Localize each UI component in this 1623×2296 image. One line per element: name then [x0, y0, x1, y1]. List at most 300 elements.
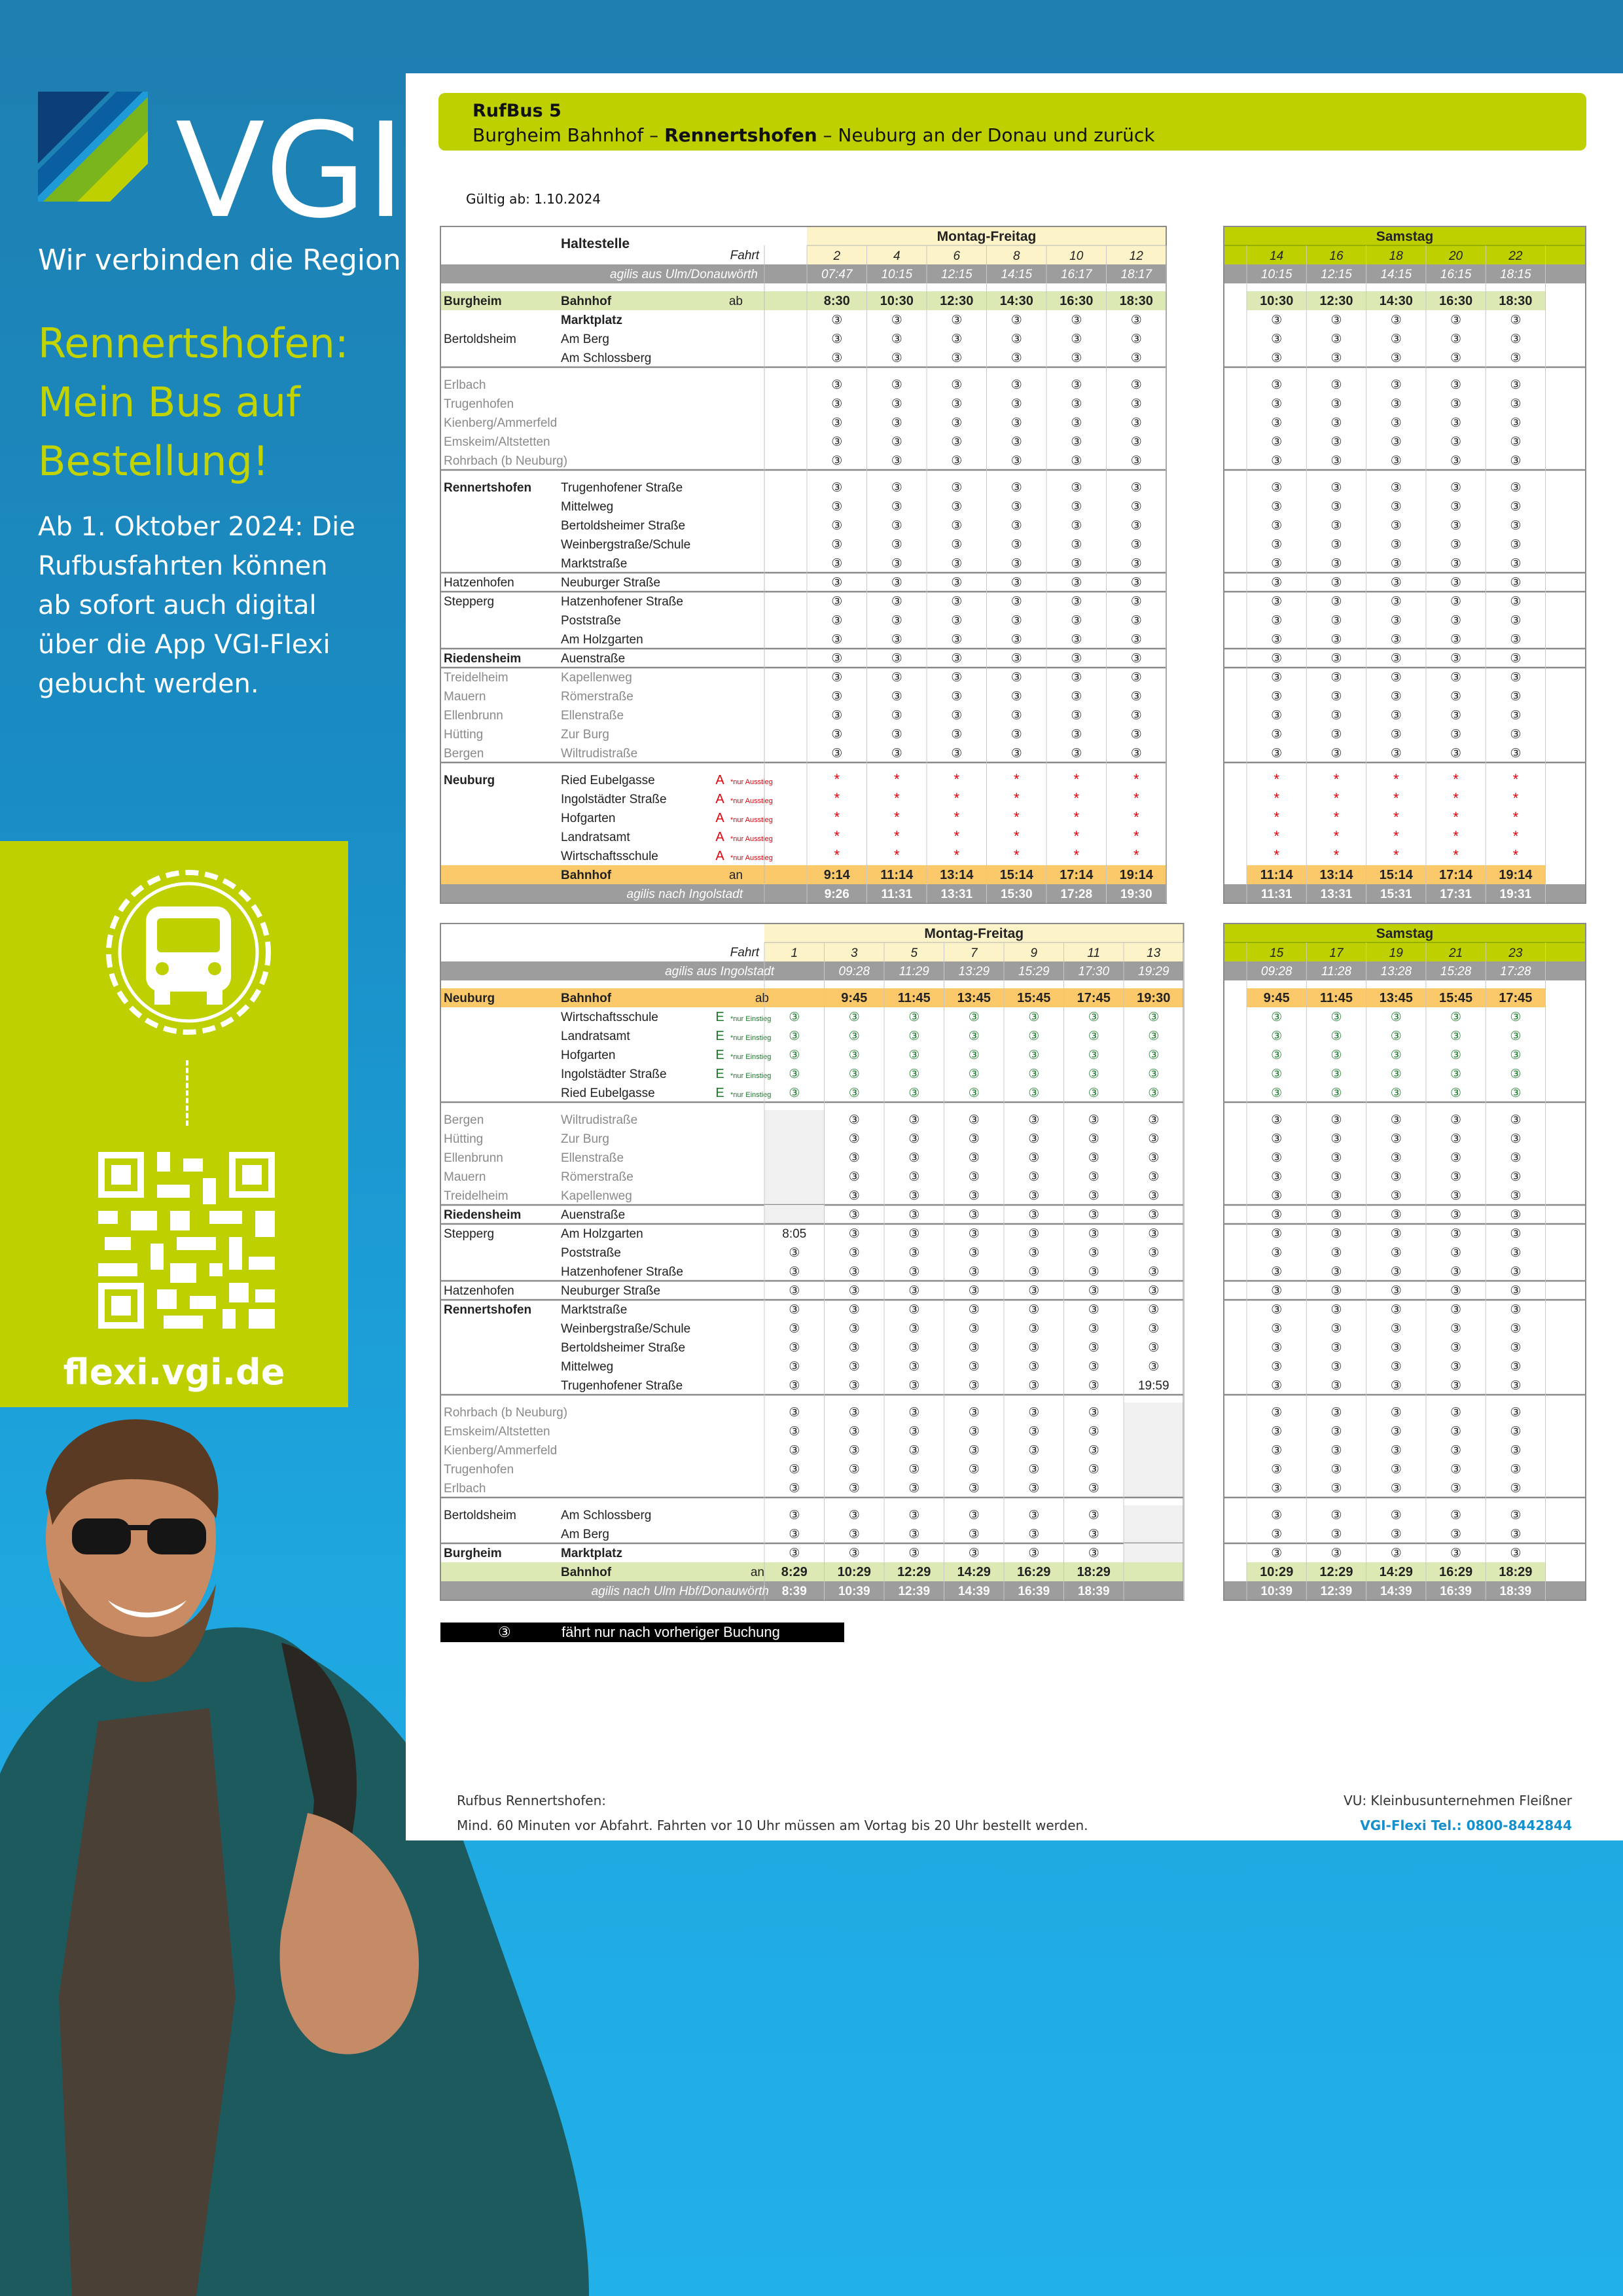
timetable-cell: ③ — [951, 416, 963, 430]
timetable-cell: ③ — [1390, 1406, 1402, 1420]
stop-flag: E — [715, 1048, 724, 1062]
stop-flag: A — [715, 849, 724, 863]
unused-cell — [764, 1167, 825, 1186]
timetable-cell: ③ — [1390, 481, 1402, 495]
departure-time: 18:30 — [1499, 294, 1533, 308]
timetable-cell: ③ — [1010, 481, 1022, 495]
timetable-cell: ③ — [1088, 1406, 1099, 1420]
timetable-cell: ③ — [1450, 1284, 1462, 1298]
stop-name: Poststraße — [561, 1246, 621, 1260]
timetable-cell: ③ — [908, 1086, 920, 1100]
timetable-cell: ③ — [1148, 1246, 1160, 1260]
timetable-cell: ③ — [1450, 500, 1462, 514]
timetable-cell: ③ — [1510, 1246, 1522, 1260]
timetable-cell: ③ — [1450, 1322, 1462, 1336]
timetable-cell: ③ — [1130, 709, 1142, 723]
timetable-cell: ③ — [1390, 1379, 1402, 1393]
timetable-cell: * — [954, 828, 960, 844]
timetable-cell: * — [1133, 790, 1139, 806]
timetable-cell: * — [1453, 790, 1459, 806]
timetable-cell: ③ — [1330, 1227, 1342, 1241]
timetable-cell: ③ — [1450, 1303, 1462, 1317]
stop-name: Ingolstädter Straße — [561, 1067, 667, 1081]
stop-column-header: Haltestelle — [561, 236, 630, 251]
timetable-cell: * — [1133, 828, 1139, 844]
timetable-cell: ③ — [908, 1030, 920, 1043]
timetable-cell: ③ — [848, 1284, 860, 1298]
stop-name: Wiltrudistraße — [561, 747, 638, 761]
timetable-cell: ③ — [1330, 1463, 1342, 1477]
timetable-cell: ③ — [848, 1030, 860, 1043]
timetable-cell: 8:05 — [782, 1227, 807, 1241]
timetable-cell: ③ — [789, 1406, 800, 1420]
timetable-cell: ③ — [1330, 538, 1342, 552]
mode-label: an — [728, 869, 743, 882]
timetable-cell: ③ — [848, 1067, 860, 1081]
timetable-cell: ③ — [1088, 1341, 1099, 1355]
timetable-cell: ③ — [789, 1049, 800, 1062]
timetable-cell: ③ — [831, 633, 843, 647]
timetable-cell: ③ — [1390, 1011, 1402, 1024]
timetable-cell: ③ — [1510, 595, 1522, 609]
timetable-cell: ③ — [1271, 652, 1283, 666]
place-name: Rennertshofen — [444, 1303, 532, 1317]
timetable-cell: ③ — [1510, 538, 1522, 552]
timetable-cell: ③ — [968, 1067, 980, 1081]
footer-operator: VU: Kleinbusunternehmen Fleißner — [1344, 1793, 1572, 1808]
timetable-cell: ③ — [908, 1011, 920, 1024]
timetable-cell: ③ — [1148, 1049, 1160, 1062]
timetable-cell: ③ — [891, 557, 902, 571]
arrival-time: 8:29 — [781, 1565, 808, 1579]
timetable-cell: ③ — [1130, 728, 1142, 742]
timetable-cell: ③ — [1330, 500, 1342, 514]
timetable-cell: ③ — [1450, 416, 1462, 430]
stop-name: Weinbergstraße/Schule — [561, 538, 691, 552]
timetable-cell: ③ — [789, 1425, 800, 1439]
timetable-cell: ③ — [891, 435, 902, 449]
timetable-cell: ③ — [789, 1482, 800, 1496]
timetable-cell: ③ — [968, 1322, 980, 1336]
unused-cell — [1124, 1422, 1184, 1441]
timetable-cell: ③ — [891, 351, 902, 365]
footer-phone[interactable]: VGI-Flexi Tel.: 0800-8442844 — [1360, 1818, 1572, 1833]
timetable-cell: ③ — [1028, 1509, 1040, 1522]
trip-number: 23 — [1508, 946, 1523, 960]
timetable-cell: ③ — [1071, 332, 1082, 346]
timetable-cell: ③ — [1130, 435, 1142, 449]
departure-time: 13:45 — [1379, 991, 1413, 1005]
timetable-cell: ③ — [789, 1341, 800, 1355]
timetable-cell: ③ — [1028, 1170, 1040, 1184]
timetable-cell: ③ — [1148, 1113, 1160, 1127]
timetable-cell: ③ — [1071, 314, 1082, 327]
timetable-cell: ③ — [1330, 454, 1342, 468]
stop-name: Am Berg — [561, 332, 609, 346]
train-time: 16:39 — [1440, 1585, 1472, 1598]
timetable-cell: ③ — [968, 1379, 980, 1393]
timetable-cell: ③ — [1330, 1425, 1342, 1439]
timetable-cell: ③ — [1390, 633, 1402, 647]
timetable-cell: ③ — [1271, 1113, 1283, 1127]
timetable-cell: ③ — [848, 1463, 860, 1477]
timetable-cell: ③ — [1088, 1509, 1099, 1522]
timetable-cell: ③ — [1130, 481, 1142, 495]
timetable-cell: ③ — [1271, 538, 1283, 552]
timetable-cell: * — [1333, 828, 1340, 844]
timetable-cell: ③ — [1330, 1113, 1342, 1127]
timetable-cell: ③ — [1271, 747, 1283, 761]
timetable-cell: ③ — [891, 576, 902, 590]
timetable-cell: ③ — [1010, 595, 1022, 609]
valid-from: Gültig ab: 1.10.2024 — [466, 191, 601, 207]
stop-name: Hatzenhofener Straße — [561, 1265, 683, 1279]
timetable-cell: ③ — [831, 378, 843, 392]
qr-code-icon[interactable] — [98, 1152, 275, 1329]
timetable-cell: ③ — [1071, 728, 1082, 742]
stop-name: Bahnhof — [561, 295, 612, 308]
timetable-cell: ③ — [1271, 1509, 1283, 1522]
timetable-cell: ③ — [1148, 1208, 1160, 1222]
timetable-cell: * — [954, 847, 960, 863]
timetable-cell: ③ — [1450, 671, 1462, 685]
timetable-cell: ③ — [1510, 747, 1522, 761]
timetable-cell: * — [1453, 828, 1459, 844]
timetable-cell: ③ — [1148, 1284, 1160, 1298]
timetable-cell: ③ — [968, 1246, 980, 1260]
departure-time: 17:45 — [1077, 991, 1111, 1005]
timetable-cell: ③ — [1130, 416, 1142, 430]
departure-time: 14:30 — [1379, 294, 1413, 308]
timetable-cell: ③ — [1390, 557, 1402, 571]
timetable-cell: ③ — [1450, 454, 1462, 468]
timetable-cell: ③ — [1010, 519, 1022, 533]
trip-number: 17 — [1329, 946, 1344, 960]
timetable-cell: ③ — [1271, 435, 1283, 449]
timetable-cell: ③ — [1330, 481, 1342, 495]
timetable-cell: ③ — [908, 1303, 920, 1317]
stop-name: Auenstraße — [561, 652, 626, 666]
stop-name: Römerstraße — [561, 1170, 633, 1184]
timetable-cell: ③ — [968, 1303, 980, 1317]
timetable-cell: ③ — [848, 1341, 860, 1355]
place-name: Rennertshofen — [444, 481, 532, 495]
trip-number: 2 — [833, 249, 841, 263]
trip-label: Fahrt — [730, 946, 759, 960]
timetable-cell: ③ — [1148, 1030, 1160, 1043]
timetable-cell: ③ — [848, 1360, 860, 1374]
stop-name: Marktplatz — [561, 314, 622, 327]
stop-flag-note: *nur Ausstieg — [730, 854, 773, 862]
timetable-cell: ③ — [1450, 690, 1462, 704]
train-time: 17:28 — [1060, 888, 1093, 901]
timetable-cell: ③ — [891, 416, 902, 430]
timetable-cell: ③ — [1450, 538, 1462, 552]
timetable-cell: ③ — [1088, 1482, 1099, 1496]
timetable-cell: ③ — [1510, 1425, 1522, 1439]
timetable-cell: ③ — [1510, 1303, 1522, 1317]
timetable-cell: ③ — [1330, 557, 1342, 571]
timetable-cell: ③ — [1330, 576, 1342, 590]
timetable-cell: * — [1512, 771, 1519, 787]
timetable-cell: ③ — [1450, 652, 1462, 666]
timetable-cell: * — [1393, 771, 1399, 787]
timetable-cell: ③ — [968, 1132, 980, 1146]
timetable-cell: * — [1274, 790, 1279, 806]
timetable-cell: ③ — [1088, 1208, 1099, 1222]
timetable-cell: ③ — [1330, 728, 1342, 742]
tagline: Wir verbinden die Region — [38, 243, 401, 277]
timetable-cell: ③ — [951, 671, 963, 685]
timetable-cell: ③ — [1271, 416, 1283, 430]
timetable-cell: ③ — [1271, 314, 1283, 327]
timetable-cell: ③ — [1450, 728, 1462, 742]
timetable-cell: ③ — [968, 1265, 980, 1279]
timetable-cell: ③ — [968, 1463, 980, 1477]
train-label: agilis nach Ulm Hbf/Donauwörth — [591, 1585, 769, 1598]
stop-name: Bahnhof — [561, 1566, 612, 1579]
train-label: agilis aus Ingolstadt — [665, 965, 774, 978]
timetable-cell: ③ — [968, 1030, 980, 1043]
timetable-cell: ③ — [1028, 1246, 1040, 1260]
place-name: Hütting — [444, 1132, 484, 1146]
arrival-time: 11:14 — [1260, 868, 1293, 882]
timetable-cell: ③ — [968, 1360, 980, 1374]
timetable-cell: ③ — [1450, 1011, 1462, 1024]
train-time: 18:17 — [1120, 268, 1152, 281]
trip-number: 10 — [1069, 249, 1084, 263]
timetable-cell: ③ — [1510, 1086, 1522, 1100]
timetable-cell: ③ — [1271, 1547, 1283, 1560]
line-name: RufBus 5 — [473, 101, 562, 121]
timetable-cell: ③ — [908, 1360, 920, 1374]
timetable-cell: ③ — [1390, 1482, 1402, 1496]
departure-time: 11:45 — [897, 991, 931, 1005]
timetable-cell: ③ — [848, 1425, 860, 1439]
stop-name: Ingolstädter Straße — [561, 793, 667, 806]
timetable-cell: ③ — [908, 1189, 920, 1203]
timetable-cell: * — [1073, 847, 1080, 863]
timetable-cell: ③ — [1271, 351, 1283, 365]
stop-name: Am Schlossberg — [561, 1509, 652, 1522]
timetable-cell: ③ — [1088, 1030, 1099, 1043]
stop-flag-note: *nur Einstieg — [730, 1091, 772, 1099]
place-name: Hatzenhofen — [444, 576, 514, 590]
timetable-cell: ③ — [1071, 709, 1082, 723]
unused-cell — [1124, 1479, 1184, 1498]
timetable-cell: ③ — [891, 614, 902, 628]
timetable-cell: ③ — [968, 1208, 980, 1222]
departure-time: 12:30 — [1319, 294, 1353, 308]
timetable-cell: ③ — [1390, 1030, 1402, 1043]
timetable-cell: ③ — [1390, 1067, 1402, 1081]
departure-time: 13:45 — [957, 991, 991, 1005]
timetable-cell: * — [1013, 809, 1020, 825]
timetable-cell: ③ — [951, 314, 963, 327]
timetable-cell: ③ — [951, 351, 963, 365]
timetable-cell: ③ — [891, 709, 902, 723]
stop-name: Bahnhof — [561, 992, 612, 1005]
timetable-cell: ③ — [891, 397, 902, 411]
timetable-cell: * — [1512, 809, 1519, 825]
train-time: 14:39 — [957, 1585, 990, 1598]
left-panel — [0, 0, 406, 2296]
departure-time: 11:45 — [1319, 991, 1353, 1005]
unused-cell — [764, 1110, 825, 1129]
mode-label: ab — [728, 295, 743, 308]
timetable-cell: ③ — [1510, 671, 1522, 685]
departure-time: 16:30 — [1438, 294, 1473, 308]
timetable-cell: ③ — [908, 1341, 920, 1355]
trip-number: 19 — [1389, 946, 1403, 960]
timetable-cell: ③ — [1271, 1170, 1283, 1184]
timetable-cell: ③ — [1510, 1379, 1522, 1393]
timetable-cell: ③ — [968, 1189, 980, 1203]
train-time: 13:31 — [940, 888, 973, 901]
timetable-cell: ③ — [1010, 614, 1022, 628]
timetable-cell: ③ — [891, 747, 902, 761]
timetable-cell: ③ — [1071, 557, 1082, 571]
unused-cell — [1124, 1543, 1184, 1562]
timetable-cell: ③ — [1071, 454, 1082, 468]
train-time: 16:17 — [1060, 268, 1092, 281]
timetable-cell: ③ — [908, 1067, 920, 1081]
timetable-cell: ③ — [1010, 351, 1022, 365]
timetable-cell: ③ — [968, 1528, 980, 1541]
timetable-cell: ③ — [951, 633, 963, 647]
timetable-cell: ③ — [1390, 1113, 1402, 1127]
timetable-cell: ③ — [891, 519, 902, 533]
timetable-cell: ③ — [1071, 576, 1082, 590]
timetable-cell: ③ — [1071, 519, 1082, 533]
stop-name: Marktstraße — [561, 557, 628, 571]
timetable-cell: ③ — [1390, 1509, 1402, 1522]
timetable-cell: ③ — [1330, 709, 1342, 723]
departure-time: 15:45 — [1017, 991, 1051, 1005]
timetable-cell: ③ — [1390, 1189, 1402, 1203]
timetable-cell: ③ — [951, 614, 963, 628]
arrival-time: 17:14 — [1060, 868, 1094, 882]
timetable-cell: ③ — [891, 332, 902, 346]
timetable-cell: ③ — [1028, 1425, 1040, 1439]
train-time: 15:30 — [1000, 888, 1033, 901]
timetable-cell: ③ — [1390, 1265, 1402, 1279]
timetable-cell: ③ — [1130, 538, 1142, 552]
timetable-cell: ③ — [1010, 576, 1022, 590]
timetable-cell: ③ — [1330, 1246, 1342, 1260]
timetable-cell: ③ — [1390, 1341, 1402, 1355]
vgi-logo — [38, 92, 405, 247]
train-time: 14:15 — [1001, 268, 1033, 281]
place-name: Trugenhofen — [444, 1463, 514, 1477]
unused-cell — [764, 1186, 825, 1205]
timetable-cell: ③ — [1088, 1528, 1099, 1541]
unused-cell — [1124, 1441, 1184, 1460]
timetable-cell: * — [1393, 790, 1399, 806]
timetable-cell: ③ — [891, 633, 902, 647]
timetable-cell: ③ — [1390, 416, 1402, 430]
timetable-cell: ③ — [1071, 614, 1082, 628]
timetable-cell: ③ — [908, 1425, 920, 1439]
timetable-cell: ③ — [1390, 1049, 1402, 1062]
timetable-cell: ③ — [789, 1444, 800, 1458]
departure-time: 16:30 — [1060, 294, 1094, 308]
timetable-cell: ③ — [1028, 1547, 1040, 1560]
timetable-cell: ③ — [1450, 1086, 1462, 1100]
trip-number: 4 — [893, 249, 901, 263]
timetable-cell: ③ — [1390, 690, 1402, 704]
timetable-cell: ③ — [968, 1482, 980, 1496]
timetable-cell: * — [1133, 847, 1139, 863]
stop-flag-note: *nur Ausstieg — [730, 797, 773, 805]
timetable-cell: ③ — [1510, 633, 1522, 647]
timetable-cell: * — [893, 809, 900, 825]
timetable-cell: ③ — [1271, 1030, 1283, 1043]
timetable-cell: * — [1013, 790, 1020, 806]
timetable-cell: ③ — [1271, 690, 1283, 704]
timetable-cell: ③ — [831, 454, 843, 468]
timetable-cell: ③ — [1028, 1322, 1040, 1336]
timetable-cell: ③ — [1450, 1151, 1462, 1165]
stop-flag-note: *nur Einstieg — [730, 1072, 772, 1080]
timetable-cell: ③ — [1390, 709, 1402, 723]
train-time: 15:29 — [1018, 965, 1050, 978]
timetable-cell: ③ — [1271, 1360, 1283, 1374]
timetable-cell: ③ — [848, 1011, 860, 1024]
timetable-cell: ③ — [848, 1482, 860, 1496]
timetable-cell: ③ — [908, 1322, 920, 1336]
timetable-cell: ③ — [1330, 1547, 1342, 1560]
timetable-cell: ③ — [848, 1170, 860, 1184]
intro-text: Ab 1. Oktober 2024: Die Rufbusfahrten können ab sofort auch digital über die App VGI-Flexi gebucht werden. — [38, 512, 355, 699]
timetable-cell: ③ — [1271, 1086, 1283, 1100]
arrival-time: 15:14 — [1379, 868, 1413, 882]
timetable-cell: ③ — [789, 1067, 800, 1081]
arrival-time: 12:29 — [897, 1565, 931, 1579]
timetable-cell: ③ — [1271, 332, 1283, 346]
timetable-cell: ③ — [1510, 435, 1522, 449]
trip-number: 7 — [970, 946, 978, 960]
timetable-cell: ③ — [951, 576, 963, 590]
timetable-cell: ③ — [1330, 747, 1342, 761]
timetable-cell: ③ — [1330, 652, 1342, 666]
bus-gear-icon — [97, 861, 280, 1044]
timetable-cell: * — [834, 828, 840, 844]
timetable-cell: ③ — [1450, 557, 1462, 571]
timetable-cell: ③ — [1028, 1011, 1040, 1024]
timetable-cell: * — [1453, 771, 1459, 787]
timetable-cell: ③ — [1130, 557, 1142, 571]
timetable-cell: ③ — [1390, 1444, 1402, 1458]
trip-number: 1 — [791, 946, 798, 960]
timetable-cell: ③ — [848, 1406, 860, 1420]
stop-name: Landratsamt — [561, 831, 630, 844]
timetable-cell: ③ — [1330, 314, 1342, 327]
train-time: 09:28 — [838, 965, 870, 978]
place-name: Burgheim — [444, 1547, 502, 1560]
timetable-cell: * — [893, 828, 900, 844]
flexi-url[interactable]: flexi.vgi.de — [63, 1352, 285, 1393]
timetable-cell: ③ — [1028, 1049, 1040, 1062]
unused-cell — [1124, 1403, 1184, 1422]
timetable-cell: ③ — [1510, 709, 1522, 723]
timetable-cell: ③ — [1330, 1011, 1342, 1024]
timetable-cell: ③ — [1088, 1011, 1099, 1024]
train-row-bg — [440, 961, 1184, 980]
train-time: 11:28 — [1321, 965, 1352, 978]
timetable-cell: ③ — [891, 454, 902, 468]
timetable-cell: ③ — [951, 728, 963, 742]
